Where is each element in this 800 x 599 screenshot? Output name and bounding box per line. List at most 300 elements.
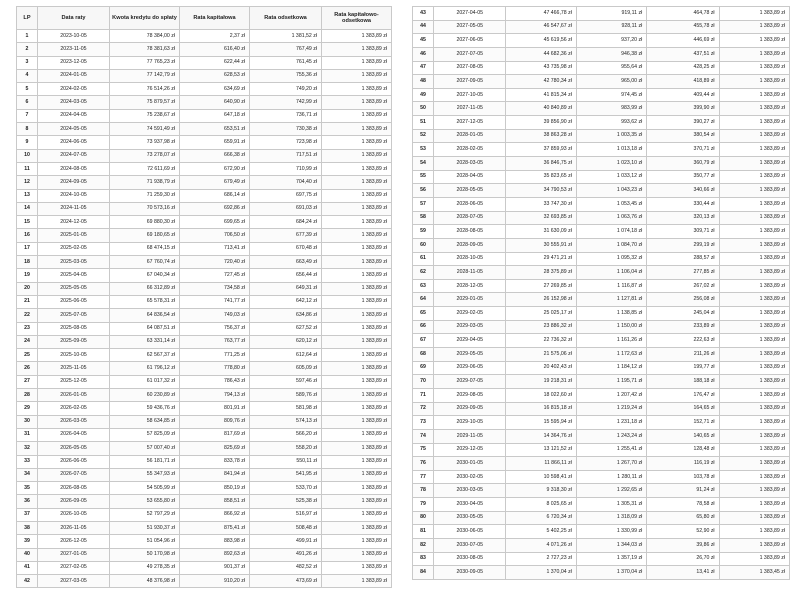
cell-interest: 91,24 zł <box>647 484 719 498</box>
table-row <box>17 548 392 561</box>
cell-interest: 370,71 zł <box>647 143 719 157</box>
cell-date: 2028-10-05 <box>434 252 506 266</box>
table-body-left <box>17 30 392 588</box>
table-row <box>17 176 392 189</box>
cell-lp: 15 <box>17 216 38 229</box>
table-row <box>413 129 790 143</box>
cell-balance: 58 634,85 zł <box>110 415 180 428</box>
cell-lp: 17 <box>17 242 38 255</box>
cell-principal: 699,65 zł <box>180 216 250 229</box>
cell-principal: 937,20 zł <box>576 34 646 48</box>
header-installment: Rata kapitałowo-odsetkowa <box>322 7 392 30</box>
cell-balance: 47 466,78 zł <box>506 7 576 21</box>
cell-principal: 866,92 zł <box>180 508 250 521</box>
cell-balance: 5 402,25 zł <box>506 525 576 539</box>
cell-installment: 1 383,89 zł <box>719 498 789 512</box>
table-row <box>413 184 790 198</box>
cell-balance: 78 384,00 zł <box>110 30 180 43</box>
cell-balance: 61 017,32 zł <box>110 375 180 388</box>
cell-installment: 1 383,89 zł <box>719 266 789 280</box>
cell-date: 2026-08-05 <box>38 482 110 495</box>
cell-interest: 446,69 zł <box>647 34 719 48</box>
cell-principal: 883,98 zł <box>180 535 250 548</box>
table-row <box>17 282 392 295</box>
cell-lp: 10 <box>17 149 38 162</box>
cell-interest: 13,41 zł <box>647 566 719 580</box>
cell-balance: 23 886,32 zł <box>506 320 576 334</box>
cell-interest: 730,38 zł <box>250 123 322 136</box>
cell-lp: 26 <box>17 362 38 375</box>
cell-balance: 62 567,37 zł <box>110 349 180 362</box>
cell-interest: 320,13 zł <box>647 211 719 225</box>
cell-lp: 69 <box>413 361 434 375</box>
cell-date: 2027-08-05 <box>434 61 506 75</box>
cell-date: 2024-09-05 <box>38 176 110 189</box>
cell-lp: 60 <box>413 238 434 252</box>
cell-installment: 1 383,89 zł <box>719 88 789 102</box>
cell-installment: 1 383,89 zł <box>719 211 789 225</box>
cell-principal: 928,11 zł <box>576 20 646 34</box>
cell-interest: 140,65 zł <box>647 429 719 443</box>
cell-date: 2025-10-05 <box>38 349 110 362</box>
cell-principal: 1 053,45 zł <box>576 197 646 211</box>
cell-balance: 51 054,96 zł <box>110 535 180 548</box>
cell-lp: 58 <box>413 211 434 225</box>
cell-installment: 1 383,89 zł <box>322 561 392 574</box>
table-row <box>17 389 392 402</box>
cell-lp: 54 <box>413 157 434 171</box>
table-row <box>413 266 790 280</box>
cell-balance: 33 747,30 zł <box>506 197 576 211</box>
table-row <box>17 575 392 588</box>
cell-lp: 56 <box>413 184 434 198</box>
cell-principal: 1 150,00 zł <box>576 320 646 334</box>
cell-date: 2029-09-05 <box>434 402 506 416</box>
cell-interest: 761,45 zł <box>250 56 322 69</box>
cell-date: 2028-12-05 <box>434 279 506 293</box>
cell-interest: 399,90 zł <box>647 102 719 116</box>
cell-principal: 993,62 zł <box>576 116 646 130</box>
cell-date: 2025-06-05 <box>38 295 110 308</box>
cell-principal: 1 063,76 zł <box>576 211 646 225</box>
cell-balance: 41 815,34 zł <box>506 88 576 102</box>
cell-date: 2024-11-05 <box>38 202 110 215</box>
cell-principal: 1 231,18 zł <box>576 416 646 430</box>
cell-date: 2028-07-05 <box>434 211 506 225</box>
cell-lp: 72 <box>413 402 434 416</box>
cell-balance: 78 381,63 zł <box>110 43 180 56</box>
cell-principal: 1 207,42 zł <box>576 388 646 402</box>
table-row <box>413 225 790 239</box>
cell-lp: 19 <box>17 269 38 282</box>
cell-interest: 199,77 zł <box>647 361 719 375</box>
cell-date: 2027-09-05 <box>434 75 506 89</box>
cell-installment: 1 383,89 zł <box>719 484 789 498</box>
cell-date: 2029-04-05 <box>434 334 506 348</box>
cell-lp: 6 <box>17 96 38 109</box>
cell-interest: 558,20 zł <box>250 442 322 455</box>
cell-installment: 1 383,89 zł <box>719 197 789 211</box>
table-row <box>17 508 392 521</box>
table-row <box>413 34 790 48</box>
cell-lp: 1 <box>17 30 38 43</box>
cell-interest: 491,26 zł <box>250 548 322 561</box>
cell-installment: 1 383,89 zł <box>322 149 392 162</box>
table-row <box>413 334 790 348</box>
cell-interest: 550,11 zł <box>250 455 322 468</box>
cell-installment: 1 383,89 zł <box>719 157 789 171</box>
cell-balance: 40 840,89 zł <box>506 102 576 116</box>
cell-principal: 666,38 zł <box>180 149 250 162</box>
table-row <box>17 256 392 269</box>
cell-principal: 1 074,18 zł <box>576 225 646 239</box>
table-row <box>413 157 790 171</box>
table-row <box>413 252 790 266</box>
cell-lp: 49 <box>413 88 434 102</box>
cell-lp: 51 <box>413 116 434 130</box>
cell-installment: 1 383,89 zł <box>719 334 789 348</box>
table-row <box>17 162 392 175</box>
table-row <box>17 242 392 255</box>
cell-lp: 55 <box>413 170 434 184</box>
cell-installment: 1 383,89 zł <box>719 170 789 184</box>
cell-lp: 29 <box>17 402 38 415</box>
cell-balance: 16 815,18 zł <box>506 402 576 416</box>
cell-principal: 653,51 zł <box>180 123 250 136</box>
cell-principal: 955,64 zł <box>576 61 646 75</box>
schedule-table-left <box>16 6 391 588</box>
cell-lp: 40 <box>17 548 38 561</box>
cell-balance: 57 007,40 zł <box>110 442 180 455</box>
cell-lp: 38 <box>17 521 38 534</box>
table-row <box>413 525 790 539</box>
cell-date: 2030-08-05 <box>434 552 506 566</box>
cell-balance: 20 402,43 zł <box>506 361 576 375</box>
cell-date: 2026-03-05 <box>38 415 110 428</box>
cell-balance: 46 547,67 zł <box>506 20 576 34</box>
cell-installment: 1 383,89 zł <box>719 320 789 334</box>
cell-balance: 1 370,04 zł <box>506 566 576 580</box>
cell-interest: 455,78 zł <box>647 20 719 34</box>
cell-date: 2027-05-05 <box>434 20 506 34</box>
table-row <box>17 309 392 322</box>
cell-installment: 1 383,89 zł <box>322 482 392 495</box>
cell-interest: 597,46 zł <box>250 375 322 388</box>
cell-date: 2030-06-05 <box>434 525 506 539</box>
table-row <box>17 442 392 455</box>
cell-lp: 20 <box>17 282 38 295</box>
cell-installment: 1 383,89 zł <box>719 457 789 471</box>
cell-interest: 330,44 zł <box>647 197 719 211</box>
cell-balance: 28 375,89 zł <box>506 266 576 280</box>
cell-installment: 1 383,89 zł <box>719 34 789 48</box>
cell-balance: 66 312,89 zł <box>110 282 180 295</box>
cell-date: 2025-03-05 <box>38 256 110 269</box>
cell-balance: 68 474,15 zł <box>110 242 180 255</box>
cell-installment: 1 383,89 zł <box>322 548 392 561</box>
cell-principal: 1 280,11 zł <box>576 470 646 484</box>
cell-balance: 14 364,76 zł <box>506 429 576 443</box>
cell-installment: 1 383,89 zł <box>719 293 789 307</box>
header-lp: LP <box>17 7 38 30</box>
cell-interest: 1 381,52 zł <box>250 30 322 43</box>
cell-interest: 749,20 zł <box>250 83 322 96</box>
cell-installment: 1 383,89 zł <box>719 279 789 293</box>
cell-installment: 1 383,89 zł <box>719 116 789 130</box>
cell-date: 2025-12-05 <box>38 375 110 388</box>
cell-installment: 1 383,89 zł <box>719 102 789 116</box>
cell-interest: 418,89 zł <box>647 75 719 89</box>
repayment-table-part-1 <box>16 6 392 588</box>
table-row <box>17 216 392 229</box>
cell-interest: 176,47 zł <box>647 388 719 402</box>
cell-installment: 1 383,89 zł <box>719 129 789 143</box>
table-row <box>413 88 790 102</box>
cell-principal: 1 318,09 zł <box>576 511 646 525</box>
cell-principal: 771,25 zł <box>180 349 250 362</box>
cell-date: 2024-08-05 <box>38 162 110 175</box>
cell-interest: 26,70 zł <box>647 552 719 566</box>
table-row <box>413 7 790 21</box>
cell-installment: 1 383,89 zł <box>322 269 392 282</box>
table-row <box>413 538 790 552</box>
cell-interest: 78,58 zł <box>647 498 719 512</box>
cell-date: 2025-09-05 <box>38 335 110 348</box>
cell-balance: 25 025,17 zł <box>506 307 576 321</box>
cell-installment: 1 383,89 zł <box>322 535 392 548</box>
cell-balance: 32 693,85 zł <box>506 211 576 225</box>
cell-principal: 1 292,65 zł <box>576 484 646 498</box>
cell-installment: 1 383,89 zł <box>719 443 789 457</box>
cell-principal: 749,03 zł <box>180 309 250 322</box>
cell-balance: 56 181,71 zł <box>110 455 180 468</box>
cell-lp: 53 <box>413 143 434 157</box>
cell-installment: 1 383,89 zł <box>719 307 789 321</box>
cell-installment: 1 383,89 zł <box>719 511 789 525</box>
table-row <box>413 170 790 184</box>
cell-balance: 67 760,74 zł <box>110 256 180 269</box>
cell-installment: 1 383,89 zł <box>322 335 392 348</box>
cell-interest: 684,24 zł <box>250 216 322 229</box>
cell-date: 2026-01-05 <box>38 389 110 402</box>
table-row <box>413 47 790 61</box>
cell-lp: 75 <box>413 443 434 457</box>
table-row <box>17 43 392 56</box>
cell-date: 2028-04-05 <box>434 170 506 184</box>
cell-principal: 809,76 zł <box>180 415 250 428</box>
cell-interest: 211,26 zł <box>647 348 719 362</box>
cell-balance: 36 846,75 zł <box>506 157 576 171</box>
cell-installment: 1 383,89 zł <box>322 216 392 229</box>
cell-lp: 16 <box>17 229 38 242</box>
cell-installment: 1 383,89 zł <box>322 176 392 189</box>
header-interest: Rata odsetkowa <box>250 7 322 30</box>
cell-principal: 1 305,31 zł <box>576 498 646 512</box>
cell-date: 2027-11-05 <box>434 102 506 116</box>
table-row <box>413 429 790 443</box>
cell-installment: 1 383,89 zł <box>322 309 392 322</box>
cell-balance: 64 087,51 zł <box>110 322 180 335</box>
table-header-row <box>17 7 392 30</box>
cell-interest: 612,64 zł <box>250 349 322 362</box>
cell-principal: 858,51 zł <box>180 495 250 508</box>
cell-installment: 1 383,89 zł <box>322 282 392 295</box>
cell-lp: 18 <box>17 256 38 269</box>
cell-balance: 49 278,35 zł <box>110 561 180 574</box>
table-row <box>17 269 392 282</box>
table-row <box>17 136 392 149</box>
cell-lp: 12 <box>17 176 38 189</box>
cell-principal: 659,91 zł <box>180 136 250 149</box>
cell-installment: 1 383,89 zł <box>322 43 392 56</box>
cell-balance: 74 591,49 zł <box>110 123 180 136</box>
cell-interest: 574,13 zł <box>250 415 322 428</box>
cell-balance: 61 796,12 zł <box>110 362 180 375</box>
table-row <box>413 457 790 471</box>
cell-installment: 1 383,89 zł <box>719 184 789 198</box>
cell-balance: 34 790,53 zł <box>506 184 576 198</box>
cell-balance: 38 863,28 zł <box>506 129 576 143</box>
cell-interest: 464,78 zł <box>647 7 719 21</box>
cell-interest: 642,12 zł <box>250 295 322 308</box>
cell-interest: 649,31 zł <box>250 282 322 295</box>
cell-interest: 222,63 zł <box>647 334 719 348</box>
cell-balance: 18 022,60 zł <box>506 388 576 402</box>
cell-principal: 1 219,24 zł <box>576 402 646 416</box>
cell-balance: 29 471,21 zł <box>506 252 576 266</box>
cell-lp: 84 <box>413 566 434 580</box>
cell-principal: 892,63 zł <box>180 548 250 561</box>
cell-lp: 27 <box>17 375 38 388</box>
cell-balance: 44 682,36 zł <box>506 47 576 61</box>
cell-date: 2024-01-05 <box>38 69 110 82</box>
cell-installment: 1 383,89 zł <box>322 69 392 82</box>
cell-installment: 1 383,89 zł <box>322 136 392 149</box>
cell-date: 2030-09-05 <box>434 566 506 580</box>
cell-interest: 350,77 zł <box>647 170 719 184</box>
cell-principal: 1 172,63 zł <box>576 348 646 362</box>
cell-principal: 1 370,04 zł <box>576 566 646 580</box>
cell-installment: 1 383,89 zł <box>322 229 392 242</box>
cell-interest: 656,44 zł <box>250 269 322 282</box>
cell-date: 2029-08-05 <box>434 388 506 402</box>
cell-principal: 817,69 zł <box>180 428 250 441</box>
cell-balance: 71 259,30 zł <box>110 189 180 202</box>
cell-lp: 13 <box>17 189 38 202</box>
cell-principal: 720,40 zł <box>180 256 250 269</box>
table-row <box>17 109 392 122</box>
cell-principal: 786,43 zł <box>180 375 250 388</box>
cell-installment: 1 383,89 zł <box>322 295 392 308</box>
cell-balance: 55 347,93 zł <box>110 468 180 481</box>
cell-balance: 76 514,26 zł <box>110 83 180 96</box>
cell-lp: 68 <box>413 348 434 362</box>
cell-date: 2029-07-05 <box>434 375 506 389</box>
cell-lp: 59 <box>413 225 434 239</box>
cell-interest: 704,40 zł <box>250 176 322 189</box>
cell-principal: 1 013,18 zł <box>576 143 646 157</box>
cell-balance: 35 823,65 zł <box>506 170 576 184</box>
cell-balance: 27 269,85 zł <box>506 279 576 293</box>
cell-lp: 82 <box>413 538 434 552</box>
cell-principal: 686,14 zł <box>180 189 250 202</box>
cell-date: 2027-06-05 <box>434 34 506 48</box>
cell-lp: 28 <box>17 389 38 402</box>
cell-principal: 763,77 zł <box>180 335 250 348</box>
cell-interest: 566,20 zł <box>250 428 322 441</box>
cell-lp: 8 <box>17 123 38 136</box>
cell-date: 2027-12-05 <box>434 116 506 130</box>
cell-principal: 1 116,87 zł <box>576 279 646 293</box>
cell-lp: 81 <box>413 525 434 539</box>
cell-interest: 103,78 zł <box>647 470 719 484</box>
cell-balance: 75 879,57 zł <box>110 96 180 109</box>
cell-lp: 48 <box>413 75 434 89</box>
cell-date: 2023-11-05 <box>38 43 110 56</box>
cell-date: 2025-08-05 <box>38 322 110 335</box>
cell-installment: 1 383,89 zł <box>322 402 392 415</box>
cell-interest: 723,98 zł <box>250 136 322 149</box>
cell-installment: 1 383,89 zł <box>719 75 789 89</box>
cell-date: 2024-10-05 <box>38 189 110 202</box>
cell-balance: 53 655,80 zł <box>110 495 180 508</box>
cell-interest: 482,52 zł <box>250 561 322 574</box>
cell-principal: 946,38 zł <box>576 47 646 61</box>
cell-date: 2026-09-05 <box>38 495 110 508</box>
cell-interest: 188,18 zł <box>647 375 719 389</box>
cell-interest: 627,52 zł <box>250 322 322 335</box>
cell-interest: 767,49 zł <box>250 43 322 56</box>
cell-interest: 39,86 zł <box>647 538 719 552</box>
table-row <box>17 455 392 468</box>
cell-installment: 1 383,89 zł <box>322 162 392 175</box>
table-row <box>17 349 392 362</box>
cell-lp: 32 <box>17 442 38 455</box>
cell-installment: 1 383,89 zł <box>719 238 789 252</box>
cell-date: 2030-07-05 <box>434 538 506 552</box>
cell-interest: 581,98 zł <box>250 402 322 415</box>
table-body-right <box>413 7 790 580</box>
cell-date: 2030-04-05 <box>434 498 506 512</box>
cell-lp: 83 <box>413 552 434 566</box>
cell-installment: 1 383,89 zł <box>719 388 789 402</box>
cell-interest: 473,69 zł <box>250 575 322 588</box>
cell-balance: 59 436,76 zł <box>110 402 180 415</box>
table-row <box>413 238 790 252</box>
cell-principal: 628,53 zł <box>180 69 250 82</box>
cell-balance: 72 611,69 zł <box>110 162 180 175</box>
cell-lp: 11 <box>17 162 38 175</box>
table-row <box>17 149 392 162</box>
cell-principal: 833,78 zł <box>180 455 250 468</box>
cell-lp: 42 <box>17 575 38 588</box>
cell-date: 2026-11-05 <box>38 521 110 534</box>
cell-principal: 622,44 zł <box>180 56 250 69</box>
cell-date: 2030-03-05 <box>434 484 506 498</box>
table-row <box>17 521 392 534</box>
cell-lp: 43 <box>413 7 434 21</box>
cell-date: 2024-06-05 <box>38 136 110 149</box>
cell-installment: 1 383,89 zł <box>322 495 392 508</box>
cell-principal: 713,41 zł <box>180 242 250 255</box>
cell-balance: 73 278,07 zł <box>110 149 180 162</box>
header-balance: Kwota kredytu do spłaty <box>110 7 180 30</box>
table-row <box>17 468 392 481</box>
cell-date: 2030-02-05 <box>434 470 506 484</box>
cell-balance: 70 573,16 zł <box>110 202 180 215</box>
cell-date: 2025-04-05 <box>38 269 110 282</box>
cell-balance: 31 630,09 zł <box>506 225 576 239</box>
